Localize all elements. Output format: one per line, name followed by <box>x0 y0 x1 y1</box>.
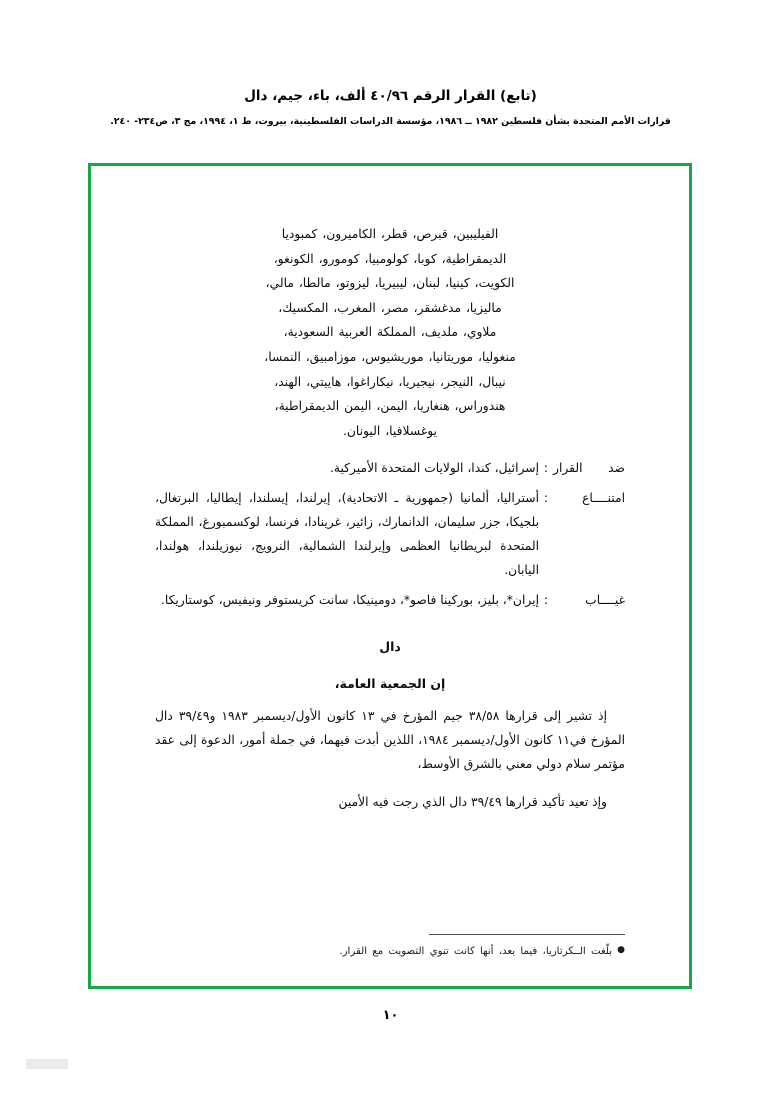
vote-results-list <box>155 457 625 613</box>
footnote-block <box>155 934 625 960</box>
vote-label-against: ضد القرار <box>553 461 625 476</box>
vote-value-against: إسرائيل، كندا، الولايات المتحدة الأميركية. <box>329 461 539 476</box>
vote-label-abstained: امتنــــاع <box>582 491 625 506</box>
paragraph-1: إذ تشير إلى قرارها ٣٨/٥٨ جيم المؤرخ في ١٣ كانون الأول/ديسمبر ١٩٨٣ و٣٩/٤٩ دال المؤرخ في١١ كانون الأول/ديسمبر ١٩٨٤، اللذين أبدت فيهما، في جملة أمور، الدعوة إلى عقد مؤتمر سلام دولي معني بالشرق الأوسط، <box>155 709 625 772</box>
paragraph-2: وإذ تعيد تأكيد قرارها ٣٩/٤٩ دال الذي رجت فيه الأمين <box>338 795 607 810</box>
document-title: (تابع) القرار الرقم ٤٠/٩٦ ألف، باء، جيم، دال <box>244 88 537 104</box>
content-frame <box>88 163 692 989</box>
vote-value-absent: إيران*، بليز، بوركينا فاصو*، دومينيكا، سانت كريستوفر ونيفيس، كوستاريكا. <box>160 593 539 608</box>
section-heading: إن الجمعية العامة، <box>334 676 446 692</box>
vote-row-abstained <box>155 487 625 583</box>
vote-colon-against: : <box>543 461 549 476</box>
content-body <box>91 166 689 986</box>
section-letter: دال <box>379 639 401 655</box>
footnote-text: بلّغت الــكرتاريا، فيما بعد، أنها كانت تنوي التصويت مع القرار. <box>339 945 613 957</box>
footnote-divider <box>429 934 625 935</box>
country-list: الفيليبين، قبرص، قطر، الكاميرون، كمبوديا الديمقراطية، كوبا، كولومبيا، كومورو، الكونغو، الكويت، كينيا، لبنان، ليبيريا، ليزوتو، مالطا، مالي، ماليزيا، مدغشقر، مصر، المغرب، المكسيك، ملاوي، ملديف، المملكة العربية السعودية، منغوليا، موريتانيا، موريشيوس، موزامبيق، النمسا، نيبال، النيجر، نيجيريا، نيكاراغوا، هاييتي، الهند، هندوراس، هنغاريا، اليمن، اليمن الديمقراطية، يوغسلافيا، اليونان. <box>264 227 516 438</box>
footnote <box>155 943 625 960</box>
document-header <box>0 86 781 129</box>
vote-row-against <box>155 457 625 481</box>
page-number: ١٠ <box>382 1008 399 1023</box>
vote-row-absent <box>155 589 625 613</box>
document-source-citation: قرارات الأمم المتحدة بشأن فلسطين ١٩٨٢ ــ ١٩٨٦، مؤسسة الدراسات الفلسطينية، بيروت، ط ١، ١٩٩٤، مج ٣، ص٢٣٤- ٢٤٠. <box>110 116 671 128</box>
vote-value-abstained: أستراليا، ألمانيا (جمهورية ـ الاتحادية)، إيرلندا، إيسلندا، إيطاليا، البرتغال، بلجيكا، جزر سليمان، الدانمارك، زائير، غرينادا، فرنسا، لوكسمبورغ، المملكة المتحدة لبريطانيا العظمى وإيرلندا الشمالية، النرويج، نيوزيلندا، هولندا، اليابان. <box>155 491 539 578</box>
vote-colon-absent: : <box>543 593 549 608</box>
footnote-bullet-icon: ● <box>617 945 625 955</box>
vote-label-absent: غيــــاب <box>585 593 625 608</box>
vote-colon-abstained: : <box>543 491 549 506</box>
scan-artifact <box>26 1059 68 1069</box>
